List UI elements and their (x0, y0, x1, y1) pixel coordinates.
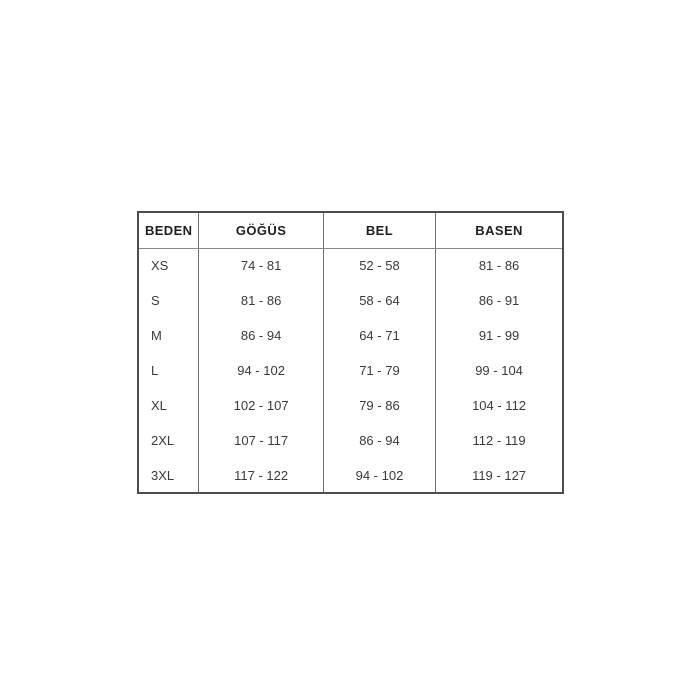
waist-cell: 64 - 71 (323, 318, 435, 353)
chest-cell: 117 - 122 (199, 458, 323, 493)
size-chart-body (138, 248, 563, 493)
table-row-2xl (138, 423, 563, 458)
chest-cell: 107 - 117 (199, 423, 323, 458)
size-cell: 3XL (138, 458, 199, 493)
chest-cell: 86 - 94 (199, 318, 323, 353)
header-bel: BEL (323, 212, 435, 248)
chest-cell: 81 - 86 (199, 283, 323, 318)
table-row-xs (138, 248, 563, 283)
waist-cell: 58 - 64 (323, 283, 435, 318)
size-chart-table (137, 211, 564, 494)
size-chart-header (138, 212, 563, 248)
hips-cell: 119 - 127 (436, 458, 563, 493)
hips-cell: 104 - 112 (436, 388, 563, 423)
hips-cell: 86 - 91 (436, 283, 563, 318)
header-beden: BEDEN (138, 212, 199, 248)
header-basen: BASEN (436, 212, 563, 248)
size-cell: XS (138, 248, 199, 283)
hips-cell: 81 - 86 (436, 248, 563, 283)
chest-cell: 74 - 81 (199, 248, 323, 283)
header-gogus: GÖĞÜS (199, 212, 323, 248)
header-row (138, 212, 563, 248)
table-row-3xl (138, 458, 563, 493)
waist-cell: 94 - 102 (323, 458, 435, 493)
size-cell: XL (138, 388, 199, 423)
size-cell: M (138, 318, 199, 353)
size-cell: S (138, 283, 199, 318)
chest-cell: 102 - 107 (199, 388, 323, 423)
hips-cell: 99 - 104 (436, 353, 563, 388)
hips-cell: 112 - 119 (436, 423, 563, 458)
table-row-xl (138, 388, 563, 423)
size-cell: L (138, 353, 199, 388)
hips-cell: 91 - 99 (436, 318, 563, 353)
table-row-l (138, 353, 563, 388)
waist-cell: 71 - 79 (323, 353, 435, 388)
table-row-m (138, 318, 563, 353)
table-row-s (138, 283, 563, 318)
size-cell: 2XL (138, 423, 199, 458)
waist-cell: 52 - 58 (323, 248, 435, 283)
waist-cell: 86 - 94 (323, 423, 435, 458)
waist-cell: 79 - 86 (323, 388, 435, 423)
chest-cell: 94 - 102 (199, 353, 323, 388)
